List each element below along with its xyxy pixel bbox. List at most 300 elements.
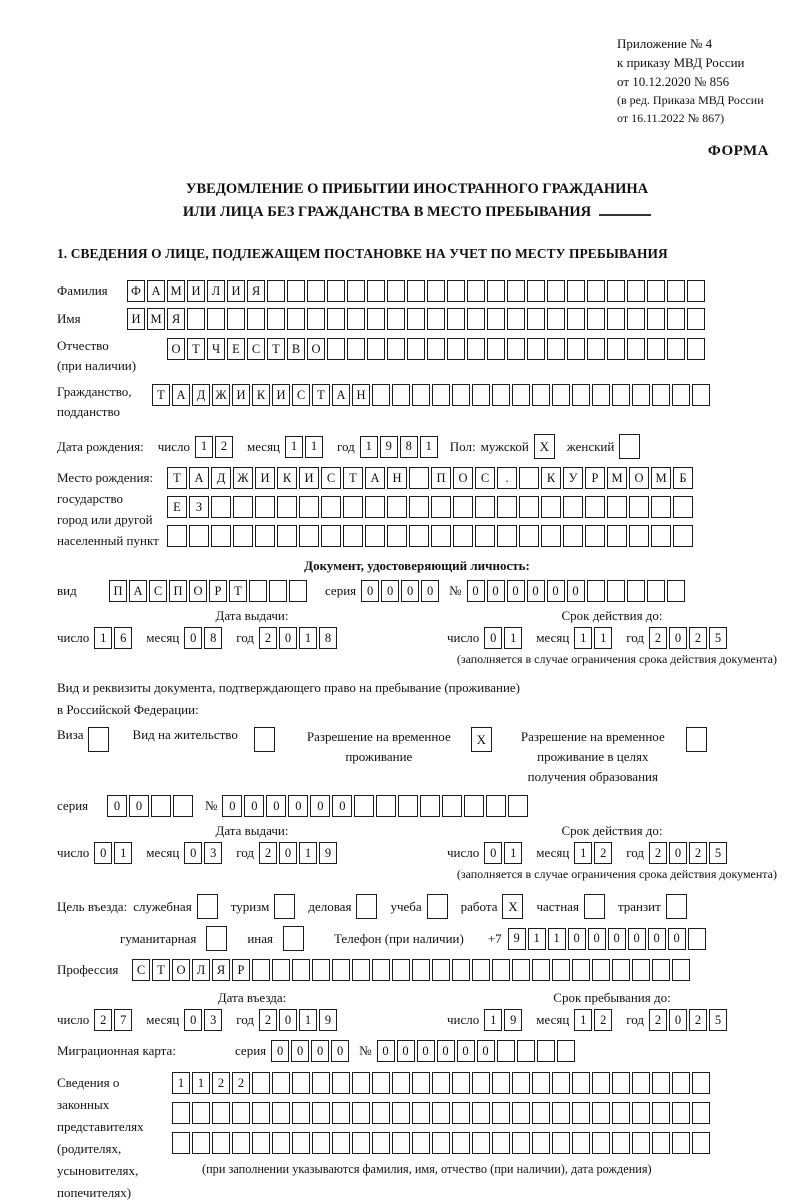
form-cell[interactable] xyxy=(567,338,585,360)
purpose-tourism-checkbox[interactable] xyxy=(274,894,295,919)
form-cell[interactable] xyxy=(486,795,506,817)
form-cell[interactable] xyxy=(585,496,605,518)
form-cell[interactable] xyxy=(299,525,319,547)
form-cell[interactable] xyxy=(475,496,495,518)
form-cell[interactable]: Р xyxy=(232,959,250,981)
form-cell[interactable]: 0 xyxy=(487,580,505,602)
form-cell[interactable] xyxy=(420,795,440,817)
form-cell[interactable] xyxy=(475,525,495,547)
form-cell[interactable]: 8 xyxy=(319,627,337,649)
form-cell[interactable]: 0 xyxy=(129,795,149,817)
form-cell[interactable] xyxy=(572,1102,590,1124)
form-cell[interactable] xyxy=(365,525,385,547)
form-cell[interactable] xyxy=(292,1072,310,1094)
form-cell[interactable] xyxy=(233,525,253,547)
form-cell[interactable] xyxy=(647,280,665,302)
form-cell[interactable] xyxy=(652,1102,670,1124)
form-cell[interactable]: 1 xyxy=(299,627,317,649)
form-cell[interactable] xyxy=(432,959,450,981)
form-cell[interactable] xyxy=(452,1102,470,1124)
form-cell[interactable]: И xyxy=(272,384,290,406)
form-cell[interactable] xyxy=(547,280,565,302)
form-cell[interactable]: М xyxy=(147,308,165,330)
form-cell[interactable]: Т xyxy=(152,959,170,981)
form-cell[interactable]: А xyxy=(189,467,209,489)
form-cell[interactable] xyxy=(552,959,570,981)
form-cell[interactable] xyxy=(519,496,539,518)
form-cell[interactable] xyxy=(632,1132,650,1154)
form-cell[interactable] xyxy=(277,496,297,518)
form-cell[interactable] xyxy=(585,525,605,547)
form-cell[interactable]: П xyxy=(169,580,187,602)
form-cell[interactable] xyxy=(557,1040,575,1062)
form-cell[interactable] xyxy=(567,308,585,330)
form-cell[interactable] xyxy=(692,1072,710,1094)
form-cell[interactable]: 2 xyxy=(649,627,667,649)
form-cell[interactable]: 0 xyxy=(484,842,502,864)
form-cell[interactable] xyxy=(372,1102,390,1124)
visa-checkbox[interactable] xyxy=(88,727,109,752)
form-cell[interactable] xyxy=(252,1102,270,1124)
form-cell[interactable] xyxy=(612,959,630,981)
form-cell[interactable] xyxy=(252,1132,270,1154)
form-cell[interactable] xyxy=(667,338,685,360)
form-cell[interactable]: М xyxy=(651,467,671,489)
form-cell[interactable] xyxy=(427,280,445,302)
form-cell[interactable] xyxy=(212,1132,230,1154)
form-cell[interactable] xyxy=(352,959,370,981)
form-cell[interactable]: 1 xyxy=(192,1072,210,1094)
form-cell[interactable]: С xyxy=(321,467,341,489)
form-cell[interactable]: К xyxy=(541,467,561,489)
form-cell[interactable] xyxy=(652,959,670,981)
purpose-business-checkbox[interactable] xyxy=(356,894,377,919)
form-cell[interactable] xyxy=(667,308,685,330)
form-cell[interactable] xyxy=(367,280,385,302)
form-cell[interactable]: 2 xyxy=(259,627,277,649)
form-cell[interactable] xyxy=(519,467,539,489)
form-cell[interactable]: 0 xyxy=(377,1040,395,1062)
form-cell[interactable]: 0 xyxy=(608,928,626,950)
form-cell[interactable]: А xyxy=(147,280,165,302)
form-cell[interactable]: Т xyxy=(187,338,205,360)
form-cell[interactable] xyxy=(692,1102,710,1124)
form-cell[interactable] xyxy=(492,1132,510,1154)
form-cell[interactable] xyxy=(372,959,390,981)
form-cell[interactable]: 0 xyxy=(669,1009,687,1031)
form-cell[interactable]: 1 xyxy=(504,842,522,864)
form-cell[interactable]: 2 xyxy=(689,1009,707,1031)
form-cell[interactable] xyxy=(487,308,505,330)
form-cell[interactable] xyxy=(427,338,445,360)
form-cell[interactable] xyxy=(572,1132,590,1154)
form-cell[interactable]: С xyxy=(132,959,150,981)
form-cell[interactable] xyxy=(211,496,231,518)
form-cell[interactable] xyxy=(292,959,310,981)
form-cell[interactable] xyxy=(252,1072,270,1094)
form-cell[interactable]: С xyxy=(247,338,265,360)
form-cell[interactable] xyxy=(587,308,605,330)
form-cell[interactable] xyxy=(289,580,307,602)
form-cell[interactable]: С xyxy=(292,384,310,406)
form-cell[interactable] xyxy=(392,959,410,981)
form-cell[interactable] xyxy=(212,1102,230,1124)
form-cell[interactable]: О xyxy=(189,580,207,602)
form-cell[interactable] xyxy=(412,959,430,981)
form-cell[interactable] xyxy=(453,525,473,547)
form-cell[interactable]: 2 xyxy=(649,842,667,864)
form-cell[interactable]: О xyxy=(167,338,185,360)
sex-male-checkbox[interactable]: X xyxy=(534,434,555,459)
form-cell[interactable] xyxy=(692,384,710,406)
form-cell[interactable] xyxy=(497,1040,515,1062)
form-cell[interactable] xyxy=(667,580,685,602)
form-cell[interactable]: П xyxy=(431,467,451,489)
form-cell[interactable]: А xyxy=(129,580,147,602)
form-cell[interactable]: 0 xyxy=(279,1009,297,1031)
form-cell[interactable] xyxy=(632,1102,650,1124)
form-cell[interactable] xyxy=(607,280,625,302)
form-cell[interactable] xyxy=(173,795,193,817)
form-cell[interactable] xyxy=(312,1132,330,1154)
form-cell[interactable] xyxy=(537,1040,555,1062)
form-cell[interactable]: 2 xyxy=(94,1009,112,1031)
form-cell[interactable]: А xyxy=(332,384,350,406)
form-cell[interactable] xyxy=(398,795,418,817)
form-cell[interactable] xyxy=(207,308,225,330)
form-cell[interactable] xyxy=(392,1132,410,1154)
form-cell[interactable]: Т xyxy=(312,384,330,406)
form-cell[interactable] xyxy=(492,959,510,981)
form-cell[interactable] xyxy=(367,338,385,360)
form-cell[interactable]: 1 xyxy=(420,436,438,458)
form-cell[interactable] xyxy=(407,338,425,360)
form-cell[interactable]: С xyxy=(149,580,167,602)
form-cell[interactable] xyxy=(387,525,407,547)
form-cell[interactable] xyxy=(532,1072,550,1094)
form-cell[interactable] xyxy=(532,959,550,981)
form-cell[interactable]: 0 xyxy=(184,842,202,864)
form-cell[interactable] xyxy=(472,1102,490,1124)
form-cell[interactable] xyxy=(627,280,645,302)
form-cell[interactable]: Ч xyxy=(207,338,225,360)
form-cell[interactable]: 7 xyxy=(114,1009,132,1031)
form-cell[interactable] xyxy=(312,1102,330,1124)
form-cell[interactable] xyxy=(507,308,525,330)
form-cell[interactable]: 9 xyxy=(319,842,337,864)
form-cell[interactable] xyxy=(343,525,363,547)
form-cell[interactable] xyxy=(647,338,665,360)
form-cell[interactable]: 1 xyxy=(574,842,592,864)
form-cell[interactable] xyxy=(343,496,363,518)
form-cell[interactable]: Д xyxy=(211,467,231,489)
form-cell[interactable] xyxy=(332,959,350,981)
form-cell[interactable]: 1 xyxy=(172,1072,190,1094)
form-cell[interactable]: 9 xyxy=(319,1009,337,1031)
form-cell[interactable] xyxy=(651,525,671,547)
form-cell[interactable] xyxy=(567,280,585,302)
form-cell[interactable] xyxy=(527,308,545,330)
form-cell[interactable] xyxy=(376,795,396,817)
form-cell[interactable] xyxy=(307,280,325,302)
residence-permit-checkbox[interactable] xyxy=(254,727,275,752)
form-cell[interactable] xyxy=(232,1132,250,1154)
form-cell[interactable]: Т xyxy=(229,580,247,602)
form-cell[interactable]: 0 xyxy=(507,580,525,602)
form-cell[interactable] xyxy=(354,795,374,817)
form-cell[interactable] xyxy=(532,384,550,406)
form-cell[interactable] xyxy=(572,959,590,981)
form-cell[interactable] xyxy=(512,1102,530,1124)
form-cell[interactable] xyxy=(352,1072,370,1094)
form-cell[interactable] xyxy=(627,580,645,602)
form-cell[interactable]: О xyxy=(629,467,649,489)
form-cell[interactable] xyxy=(307,308,325,330)
form-cell[interactable]: 8 xyxy=(400,436,418,458)
form-cell[interactable] xyxy=(563,525,583,547)
form-cell[interactable] xyxy=(407,308,425,330)
form-cell[interactable] xyxy=(172,1132,190,1154)
form-cell[interactable] xyxy=(467,308,485,330)
form-cell[interactable] xyxy=(607,308,625,330)
form-cell[interactable]: 0 xyxy=(222,795,242,817)
form-cell[interactable] xyxy=(327,280,345,302)
form-cell[interactable] xyxy=(272,1102,290,1124)
form-cell[interactable] xyxy=(452,384,470,406)
form-cell[interactable] xyxy=(272,1072,290,1094)
form-cell[interactable] xyxy=(572,1072,590,1094)
form-cell[interactable]: 2 xyxy=(259,842,277,864)
form-cell[interactable] xyxy=(447,280,465,302)
form-cell[interactable] xyxy=(552,1102,570,1124)
form-cell[interactable] xyxy=(267,308,285,330)
form-cell[interactable]: 0 xyxy=(311,1040,329,1062)
form-cell[interactable] xyxy=(352,1132,370,1154)
form-cell[interactable] xyxy=(552,1132,570,1154)
form-cell[interactable] xyxy=(277,525,297,547)
form-cell[interactable] xyxy=(312,1072,330,1094)
form-cell[interactable] xyxy=(552,384,570,406)
form-cell[interactable] xyxy=(192,1132,210,1154)
form-cell[interactable]: О xyxy=(172,959,190,981)
form-cell[interactable] xyxy=(252,959,270,981)
form-cell[interactable] xyxy=(547,338,565,360)
form-cell[interactable] xyxy=(497,525,517,547)
form-cell[interactable] xyxy=(507,280,525,302)
form-cell[interactable]: 1 xyxy=(285,436,303,458)
form-cell[interactable] xyxy=(412,1132,430,1154)
form-cell[interactable]: 1 xyxy=(299,842,317,864)
form-cell[interactable]: 2 xyxy=(259,1009,277,1031)
form-cell[interactable] xyxy=(592,384,610,406)
sex-female-checkbox[interactable] xyxy=(619,434,640,459)
purpose-work-checkbox[interactable]: X xyxy=(502,894,523,919)
form-cell[interactable] xyxy=(432,384,450,406)
form-cell[interactable] xyxy=(387,338,405,360)
form-cell[interactable] xyxy=(507,338,525,360)
form-cell[interactable]: 0 xyxy=(669,842,687,864)
form-cell[interactable]: Ф xyxy=(127,280,145,302)
form-cell[interactable]: 0 xyxy=(421,580,439,602)
purpose-transit-checkbox[interactable] xyxy=(666,894,687,919)
form-cell[interactable] xyxy=(692,1132,710,1154)
form-cell[interactable]: А xyxy=(172,384,190,406)
form-cell[interactable]: Н xyxy=(387,467,407,489)
form-cell[interactable]: 1 xyxy=(195,436,213,458)
form-cell[interactable] xyxy=(687,308,705,330)
form-cell[interactable]: 0 xyxy=(467,580,485,602)
form-cell[interactable]: У xyxy=(563,467,583,489)
form-cell[interactable] xyxy=(232,1102,250,1124)
form-cell[interactable] xyxy=(632,1072,650,1094)
form-cell[interactable] xyxy=(467,280,485,302)
form-cell[interactable] xyxy=(527,338,545,360)
form-cell[interactable] xyxy=(452,1132,470,1154)
form-cell[interactable] xyxy=(532,1102,550,1124)
form-cell[interactable]: 1 xyxy=(528,928,546,950)
form-cell[interactable] xyxy=(672,1132,690,1154)
form-cell[interactable]: 0 xyxy=(288,795,308,817)
form-cell[interactable] xyxy=(472,1132,490,1154)
form-cell[interactable] xyxy=(167,525,187,547)
form-cell[interactable]: Б xyxy=(673,467,693,489)
form-cell[interactable]: 2 xyxy=(212,1072,230,1094)
form-cell[interactable]: 0 xyxy=(331,1040,349,1062)
form-cell[interactable]: 0 xyxy=(648,928,666,950)
form-cell[interactable] xyxy=(233,496,253,518)
form-cell[interactable] xyxy=(527,280,545,302)
form-cell[interactable]: И xyxy=(299,467,319,489)
form-cell[interactable] xyxy=(372,384,390,406)
form-cell[interactable] xyxy=(612,1102,630,1124)
form-cell[interactable] xyxy=(192,1102,210,1124)
form-cell[interactable]: 3 xyxy=(204,1009,222,1031)
form-cell[interactable]: 1 xyxy=(114,842,132,864)
form-cell[interactable]: Я xyxy=(167,308,185,330)
form-cell[interactable]: 2 xyxy=(649,1009,667,1031)
form-cell[interactable] xyxy=(672,384,690,406)
form-cell[interactable] xyxy=(467,338,485,360)
form-cell[interactable]: 9 xyxy=(504,1009,522,1031)
form-cell[interactable] xyxy=(612,1132,630,1154)
form-cell[interactable] xyxy=(327,338,345,360)
form-cell[interactable] xyxy=(447,338,465,360)
form-cell[interactable] xyxy=(387,308,405,330)
form-cell[interactable] xyxy=(472,384,490,406)
form-cell[interactable] xyxy=(572,384,590,406)
form-cell[interactable]: Т xyxy=(267,338,285,360)
form-cell[interactable]: 0 xyxy=(628,928,646,950)
form-cell[interactable]: 2 xyxy=(689,627,707,649)
form-cell[interactable] xyxy=(272,1132,290,1154)
form-cell[interactable] xyxy=(541,525,561,547)
form-cell[interactable] xyxy=(299,496,319,518)
form-cell[interactable]: 0 xyxy=(361,580,379,602)
form-cell[interactable] xyxy=(492,1072,510,1094)
form-cell[interactable]: П xyxy=(109,580,127,602)
form-cell[interactable] xyxy=(592,959,610,981)
form-cell[interactable]: 0 xyxy=(310,795,330,817)
form-cell[interactable] xyxy=(292,1132,310,1154)
form-cell[interactable]: 6 xyxy=(114,627,132,649)
form-cell[interactable]: Д xyxy=(192,384,210,406)
form-cell[interactable]: 9 xyxy=(508,928,526,950)
form-cell[interactable] xyxy=(632,959,650,981)
form-cell[interactable]: 8 xyxy=(204,627,222,649)
form-cell[interactable]: 0 xyxy=(397,1040,415,1062)
form-cell[interactable]: 0 xyxy=(567,580,585,602)
form-cell[interactable] xyxy=(627,308,645,330)
form-cell[interactable] xyxy=(487,280,505,302)
form-cell[interactable]: 5 xyxy=(709,627,727,649)
form-cell[interactable]: И xyxy=(232,384,250,406)
form-cell[interactable] xyxy=(672,1102,690,1124)
form-cell[interactable] xyxy=(552,1072,570,1094)
form-cell[interactable] xyxy=(587,280,605,302)
form-cell[interactable]: 1 xyxy=(299,1009,317,1031)
form-cell[interactable] xyxy=(592,1132,610,1154)
form-cell[interactable]: . xyxy=(497,467,517,489)
form-cell[interactable]: 0 xyxy=(94,842,112,864)
form-cell[interactable] xyxy=(687,338,705,360)
purpose-study-checkbox[interactable] xyxy=(427,894,448,919)
form-cell[interactable] xyxy=(607,338,625,360)
form-cell[interactable] xyxy=(587,338,605,360)
form-cell[interactable] xyxy=(407,280,425,302)
form-cell[interactable] xyxy=(563,496,583,518)
form-cell[interactable] xyxy=(512,1132,530,1154)
form-cell[interactable]: 0 xyxy=(588,928,606,950)
form-cell[interactable]: И xyxy=(187,280,205,302)
form-cell[interactable] xyxy=(647,580,665,602)
form-cell[interactable]: В xyxy=(287,338,305,360)
form-cell[interactable] xyxy=(269,580,287,602)
form-cell[interactable]: 0 xyxy=(437,1040,455,1062)
form-cell[interactable]: Р xyxy=(585,467,605,489)
form-cell[interactable] xyxy=(327,308,345,330)
form-cell[interactable] xyxy=(272,959,290,981)
form-cell[interactable] xyxy=(432,1132,450,1154)
form-cell[interactable]: 1 xyxy=(94,627,112,649)
form-cell[interactable] xyxy=(652,1132,670,1154)
form-cell[interactable]: Р xyxy=(209,580,227,602)
form-cell[interactable]: Е xyxy=(227,338,245,360)
form-cell[interactable]: Н xyxy=(352,384,370,406)
form-cell[interactable] xyxy=(249,580,267,602)
form-cell[interactable] xyxy=(607,525,627,547)
form-cell[interactable] xyxy=(452,1072,470,1094)
form-cell[interactable] xyxy=(292,1102,310,1124)
form-cell[interactable]: 0 xyxy=(279,627,297,649)
form-cell[interactable] xyxy=(627,338,645,360)
form-cell[interactable] xyxy=(667,280,685,302)
form-cell[interactable] xyxy=(332,1132,350,1154)
form-cell[interactable]: Ж xyxy=(212,384,230,406)
form-cell[interactable]: 0 xyxy=(244,795,264,817)
form-cell[interactable] xyxy=(612,1072,630,1094)
form-cell[interactable] xyxy=(651,496,671,518)
form-cell[interactable] xyxy=(347,280,365,302)
form-cell[interactable]: 0 xyxy=(184,627,202,649)
temp-residence-edu-checkbox[interactable] xyxy=(686,727,707,752)
form-cell[interactable]: Е xyxy=(167,496,187,518)
purpose-other-checkbox[interactable] xyxy=(283,926,304,951)
form-cell[interactable] xyxy=(447,308,465,330)
form-cell[interactable] xyxy=(497,496,517,518)
form-cell[interactable] xyxy=(652,384,670,406)
form-cell[interactable]: 2 xyxy=(215,436,233,458)
form-cell[interactable] xyxy=(367,308,385,330)
